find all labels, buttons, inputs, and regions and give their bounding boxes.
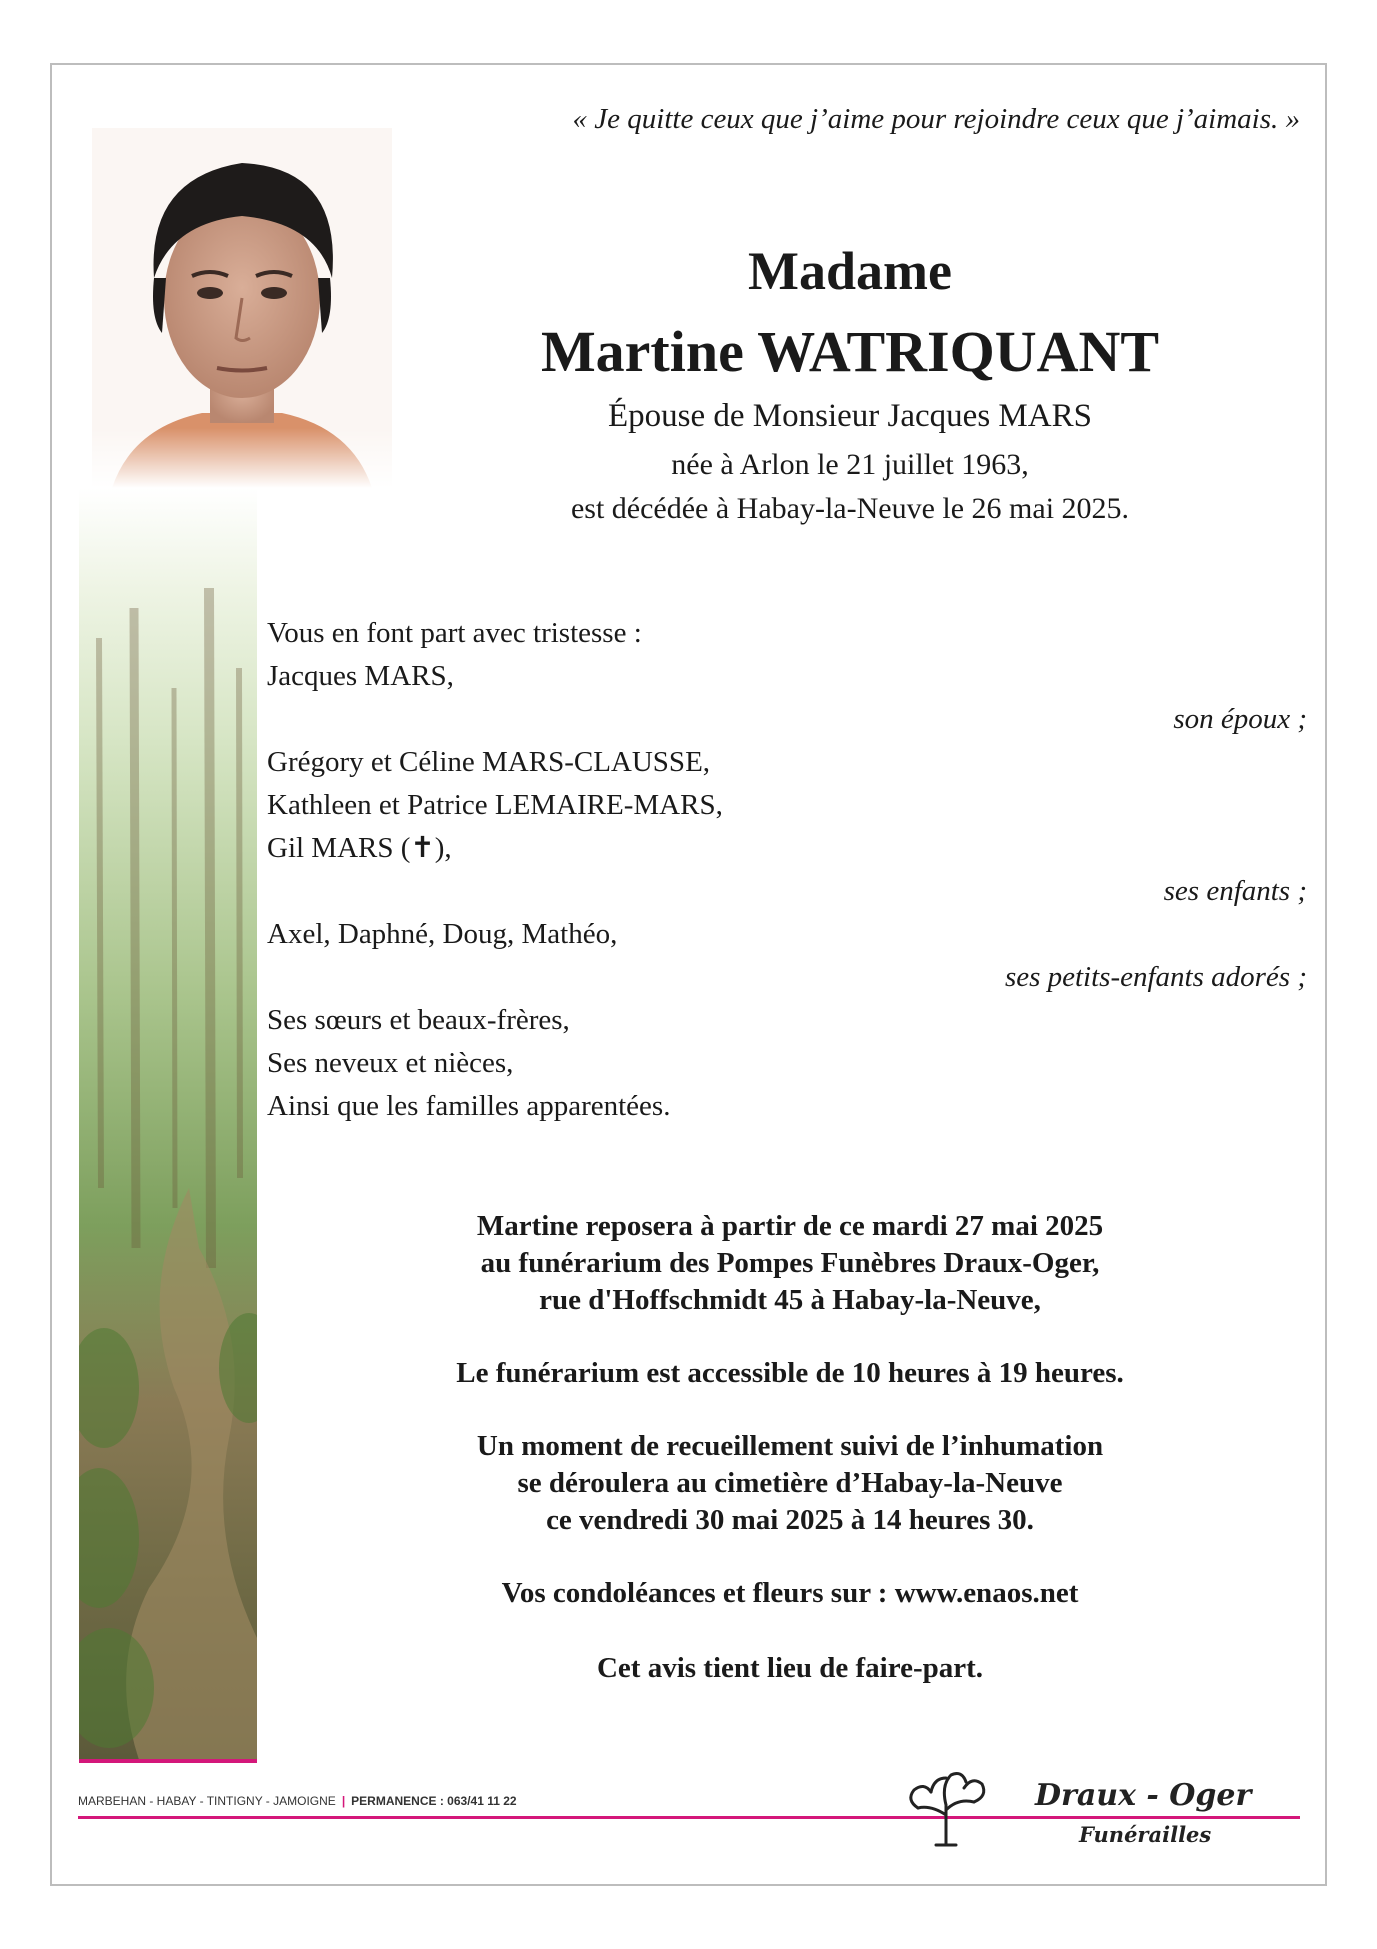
deceased-name: Martine WATRIQUANT [540,319,1160,384]
family-line: Kathleen et Patrice LEMAIRE-MARS, [267,789,723,821]
footer-rule [78,1816,1300,1819]
spouse-line: Épouse de Monsieur Jacques MARS [608,398,1092,434]
logo-name: Draux - Oger [1035,1778,1252,1813]
family-line: Ses sœurs et beaux-frères, [267,1004,570,1036]
family-line: Jacques MARS, [267,660,454,692]
condolences-line: Vos condoléances et fleurs sur : www.enaos.net [501,1577,1079,1609]
footer-locations: MARBEHAN - HABAY - TINTIGNY - JAMOIGNE [78,1794,336,1808]
portrait-photo [92,128,392,488]
condolences-info [300,1575,1280,1612]
rest-line: au funérarium des Pompes Funèbres Draux-Oger, [480,1247,1100,1279]
notice-info [300,1650,1280,1687]
family-intro: Vous en font part avec tristesse : [267,617,642,649]
family-relation: ses petits-enfants adorés ; [1004,961,1307,993]
logo-subtitle: Funérailles [1075,1822,1215,1847]
rest-info [300,1208,1280,1319]
family-relation: ses enfants ; [1163,875,1307,907]
family-line: Grégory et Céline MARS-CLAUSSE, [267,746,711,778]
ceremony-info [300,1428,1280,1539]
family-line: Axel, Daphné, Doug, Mathéo, [267,918,618,950]
ceremony-line: Un moment de recueillement suivi de l’inhumation [476,1430,1104,1462]
hours-line: Le funérarium est accessible de 10 heures à 19 heures. [456,1357,1124,1389]
hours-info [300,1355,1280,1392]
birth-line: née à Arlon le 21 juillet 1963, [671,448,1029,481]
epigraph-quote: « Je quitte ceux que j’aime pour rejoindre ceux que j’aimais. » [572,103,1300,135]
footer-separator: | [341,1794,346,1808]
rest-line: Martine reposera à partir de ce mardi 27 mai 2025 [476,1210,1104,1242]
notice-line: Cet avis tient lieu de faire-part. [596,1652,984,1684]
tree-logo-icon [896,1760,996,1850]
ceremony-line: ce vendredi 30 mai 2025 à 14 heures 30. [546,1504,1034,1536]
accent-bar [79,1759,257,1763]
forest-path-image [79,488,257,1760]
honorific: Madame [748,241,952,301]
footer-contact [78,1794,517,1808]
ceremony-line: se déroulera au cimetière d’Habay-la-Neuve [517,1467,1063,1499]
death-line: est décédée à Habay-la-Neuve le 26 mai 2025. [570,492,1130,525]
family-list [267,612,1307,1128]
family-line: Gil MARS (✝), [267,832,452,864]
family-line: Ses neveux et nièces, [267,1047,514,1079]
family-line: Ainsi que les familles apparentées. [267,1090,671,1122]
portrait-illustration [92,128,392,488]
family-relation: son époux ; [1173,703,1307,735]
forest-illustration [79,488,257,1760]
footer-permanence: PERMANENCE : 063/41 11 22 [351,1794,517,1808]
rest-line: rue d'Hoffschmidt 45 à Habay-la-Neuve, [539,1284,1041,1316]
